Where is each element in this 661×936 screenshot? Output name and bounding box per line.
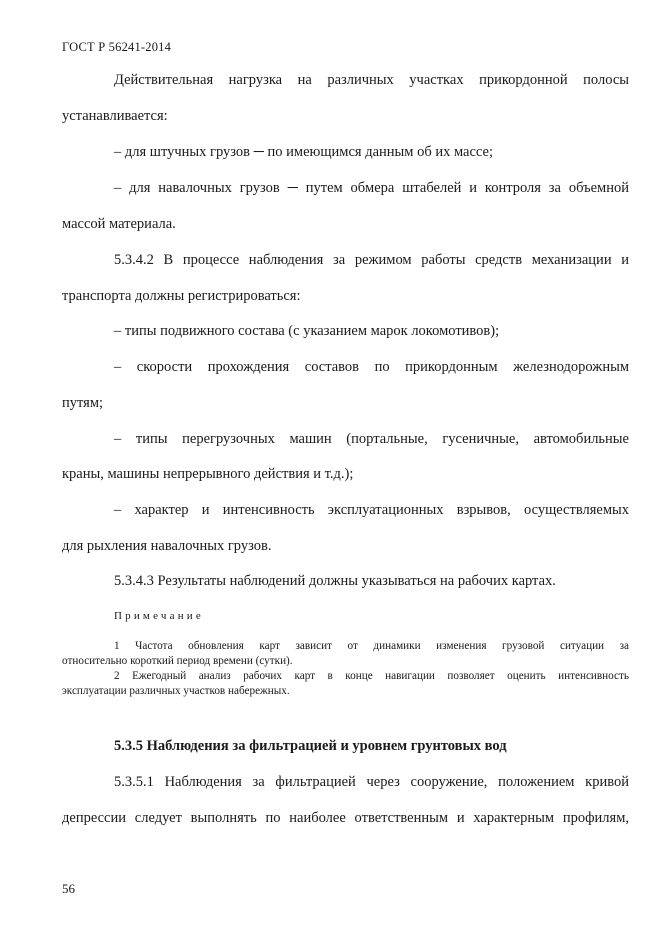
- page-number: 56: [62, 881, 75, 896]
- paragraph-line: депрессии следует выполнять по наиболее ответственным и характерным профилям,: [62, 810, 629, 826]
- list-item: – характер и интенсивность эксплуатационных взрывов, осуществляемых: [114, 502, 629, 518]
- list-item: – скорости прохождения составов по прикордонным железнодорожным: [114, 359, 629, 375]
- paragraph-line: 5.3.5.1 Наблюдения за фильтрацией через сооружение, положением кривой: [114, 774, 629, 790]
- paragraph-line: краны, машины непрерывного действия и т.д.);: [62, 466, 354, 482]
- note-line: относительно короткий период времени (сутки).: [62, 655, 293, 667]
- paragraph-line: устанавливается:: [62, 108, 168, 124]
- paragraph-line: транспорта должны регистрироваться:: [62, 288, 301, 304]
- section-heading: 5.3.5 Наблюдения за фильтрацией и уровнем грунтовых вод: [114, 738, 507, 754]
- document-header: ГОСТ Р 56241-2014: [62, 40, 172, 54]
- paragraph-line: путям;: [62, 395, 104, 411]
- list-item: – типы подвижного состава (с указанием марок локомотивов);: [114, 323, 500, 339]
- note-line: эксплуатации различных участков набережных.: [62, 685, 290, 697]
- list-item: – типы перегрузочных машин (портальные, гусеничные, автомобильные: [114, 431, 629, 447]
- paragraph-line: 5.3.4.2 В процессе наблюдения за режимом работы средств механизации и: [114, 252, 629, 268]
- note-line: 1 Частота обновления карт зависит от динамики изменения грузовой ситуации за: [114, 640, 629, 652]
- paragraph-line: Действительная нагрузка на различных участках прикордонной полосы: [114, 72, 629, 88]
- paragraph-line: 5.3.4.3 Результаты наблюдений должны указываться на рабочих картах.: [114, 573, 556, 589]
- list-item: – для штучных грузов ─ по имеющимся данным об их массе;: [114, 144, 493, 160]
- paragraph-line: для рыхления навалочных грузов.: [62, 538, 272, 554]
- note-title: Примечание: [114, 610, 204, 622]
- note-line: 2 Ежегодный анализ рабочих карт в конце навигации позволяет оценить интенсивность: [114, 670, 629, 682]
- paragraph-line: массой материала.: [62, 216, 176, 232]
- list-item: – для навалочных грузов ─ путем обмера штабелей и контроля за объемной: [114, 180, 629, 196]
